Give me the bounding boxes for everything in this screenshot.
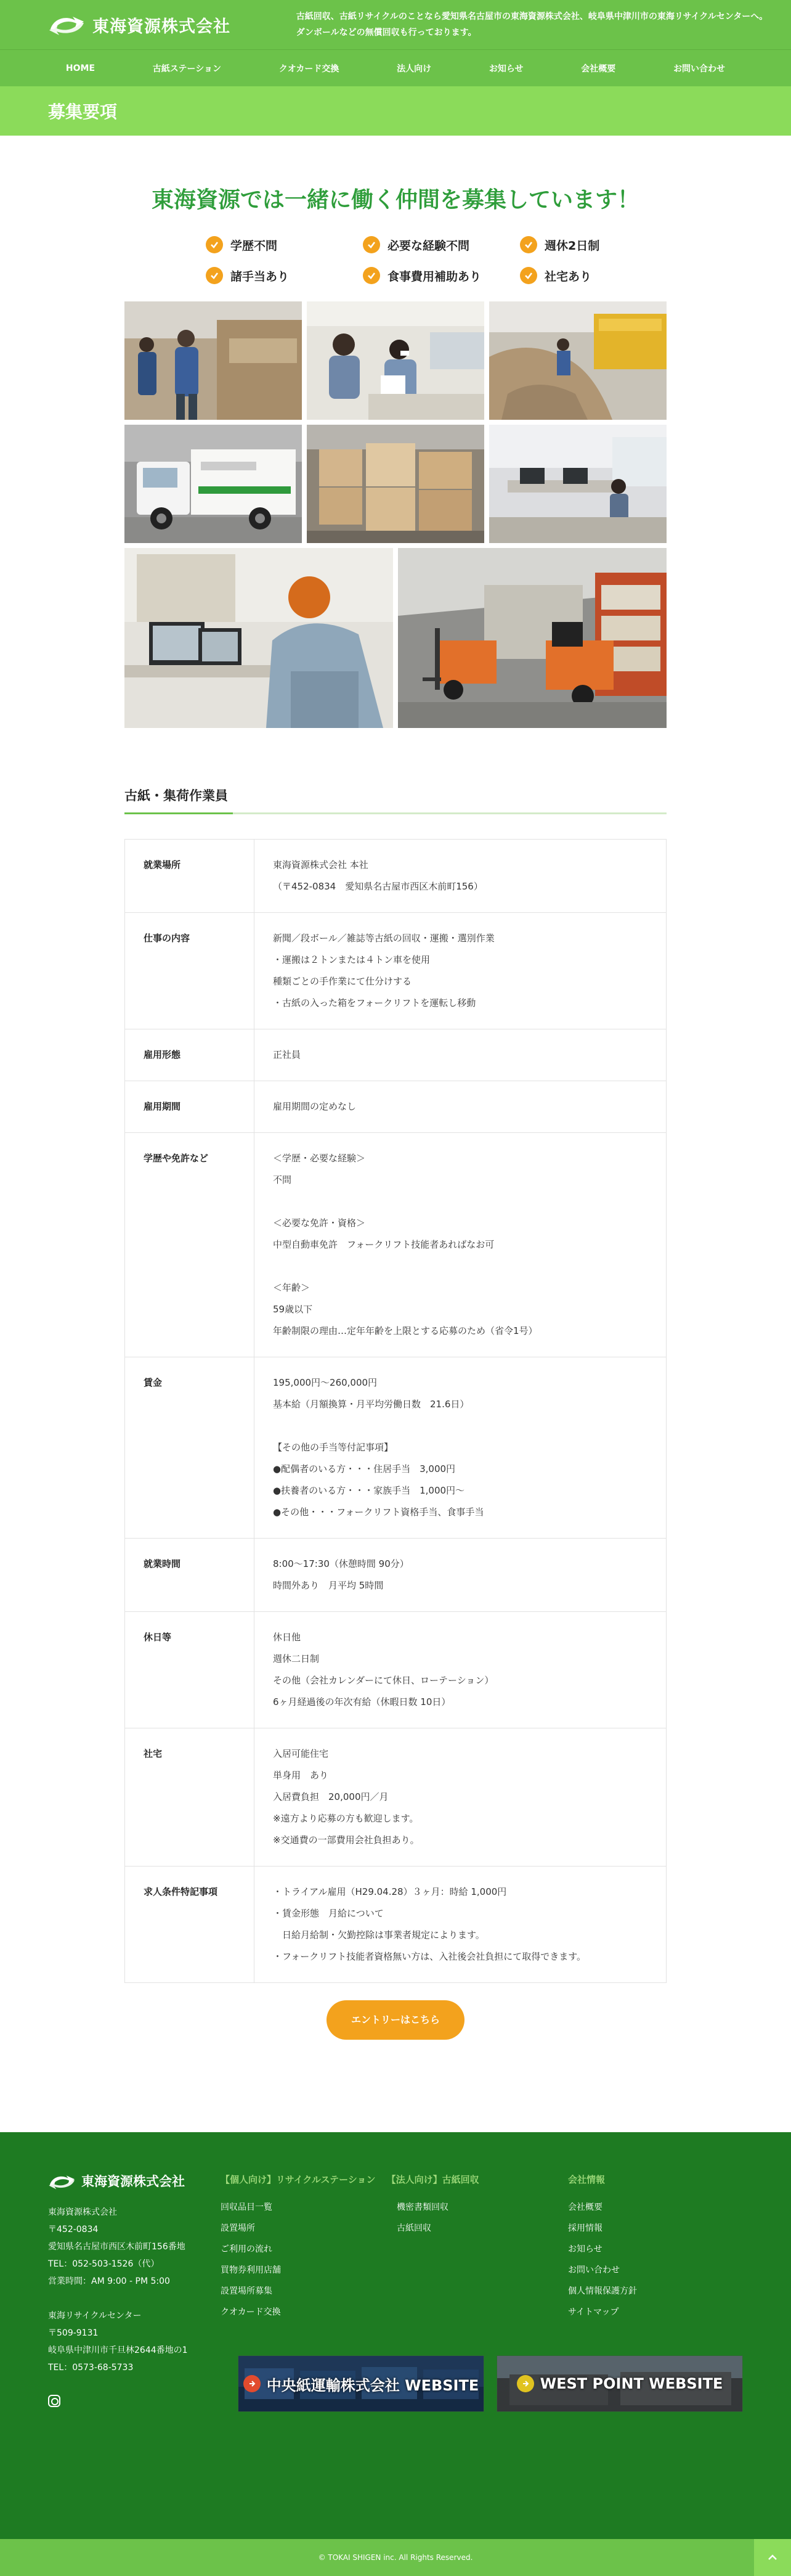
row-value-line: ●配偶者のいる方・・・住居手当 3,000円: [273, 1463, 456, 1474]
row-value: [254, 1612, 667, 1728]
row-value-line: 中型自動車免許 フォークリフト技能者あればなお可: [273, 1239, 495, 1250]
nav-paper-station[interactable]: 古紙ステーション: [152, 63, 221, 74]
feature-item: [520, 267, 612, 284]
row-value: [254, 913, 667, 1029]
row-value-line: ・トライアル雇用（H29.04.28）３ヶ月：時給 1,000円: [273, 1886, 507, 1897]
row-label: 就業時間: [125, 1539, 254, 1612]
row-value-line: 新聞／段ボール／雑誌等古紙の回収・運搬・選別作業: [273, 933, 495, 944]
feature-label: 学歴不問: [230, 239, 278, 253]
footer-link[interactable]: クオカード交換: [221, 2307, 281, 2317]
footer-link[interactable]: 回収品目一覧: [221, 2202, 272, 2212]
banner-label: 中央紙運輸株式会社 WEBSITE: [266, 2376, 479, 2394]
feature-label: 食事費用補助あり: [387, 269, 482, 284]
row-value-line: ●その他・・・フォークリフト資格手当、食事手当: [273, 1507, 484, 1518]
site-logo[interactable]: [48, 13, 240, 37]
row-value-line: 休日他: [273, 1632, 301, 1643]
table-row: [125, 840, 667, 913]
footer-corporate-links: [397, 2197, 448, 2323]
site-footer: [0, 2132, 791, 2576]
photo-collection-truck: [124, 425, 302, 543]
feature-label: 社宅あり: [545, 269, 592, 284]
row-value-line: ※交通費の一部費用会社負担あり。: [273, 1834, 420, 1846]
row-value-line: ・運搬は２トンまたは４トン車を使用: [273, 954, 431, 965]
footer-link[interactable]: お問い合わせ: [568, 2265, 620, 2275]
photo-office-desks: [489, 425, 667, 543]
footer-line: 東海資源株式会社: [48, 2207, 117, 2217]
feature-label: 週休2日制: [545, 239, 600, 253]
row-label: 雇用形態: [125, 1029, 254, 1081]
footer-line: 〒452-0834: [48, 2225, 99, 2235]
row-value-line: [273, 1256, 666, 1277]
row-value: [254, 1728, 667, 1867]
photo-worker-at-computer: [124, 548, 393, 728]
arrow-right-icon: [243, 2375, 261, 2392]
footer-corporate-heading: 【法人向け】古紙回収: [386, 2174, 479, 2185]
row-value: [254, 1867, 667, 1983]
recycle-logo-icon: [48, 2173, 76, 2190]
row-value: [254, 1539, 667, 1612]
footer-logo[interactable]: [48, 2173, 221, 2190]
row-value-line: ・古紙の入った箱をフォークリフトを運転し移動: [273, 997, 476, 1008]
footer-link[interactable]: 採用情報: [568, 2223, 602, 2233]
feature-item: [363, 267, 520, 284]
recruit-catchphrase: 東海資源では一緒に働く仲間を募集しています！: [151, 187, 639, 213]
row-value-line: 6ヶ月経過後の年次有給（休暇日数 10日）: [273, 1696, 451, 1707]
photo-forklift-warehouse: [398, 548, 667, 728]
row-value: [254, 1081, 667, 1133]
footer-line: 岐阜県中津川市千旦林2644番地の1: [48, 2345, 188, 2355]
row-label: 仕事の内容: [125, 913, 254, 1029]
footer-info-heading: 会社情報: [568, 2174, 606, 2185]
footer-link[interactable]: サイトマップ: [568, 2307, 619, 2317]
job-requirements-table: [124, 839, 667, 1983]
global-nav: [0, 49, 791, 86]
table-row: [125, 913, 667, 1029]
photo-paper-sorting: [489, 301, 667, 420]
nav-quo-card[interactable]: クオカード交換: [278, 63, 339, 74]
check-icon: [363, 267, 380, 284]
footer-line: 〒509-9131: [48, 2328, 99, 2338]
row-value-line: 基本給（月額換算・月平均労働日数 21.6日）: [273, 1399, 469, 1410]
row-value: [254, 840, 667, 913]
row-label: 休日等: [125, 1612, 254, 1728]
footer-company-name: 東海資源株式会社: [81, 2174, 185, 2189]
row-label: 就業場所: [125, 840, 254, 913]
header-description: 古紙回収、古紙リサイクルのことなら愛知県名古屋市の東海資源株式会社、岐阜県中津川市の東海リサイクルセンターへ。ダンボールなどの無償回収も行っております。: [296, 12, 768, 38]
row-value-line: ・フォークリフト技能者資格無い方は、入社後会社負担にて取得できます。: [273, 1951, 586, 1962]
footer-link[interactable]: 古紙回収: [397, 2223, 431, 2233]
site-header: [0, 0, 791, 49]
row-value-line: ＜必要な免許・資格＞: [273, 1217, 366, 1229]
row-value-line: 正社員: [273, 1049, 301, 1060]
photo-paper-bales: [307, 425, 484, 543]
row-value-line: [273, 1191, 666, 1212]
row-value-line: その他（会社カレンダーにて休日、ローテーション）: [273, 1675, 494, 1686]
table-row: [125, 1612, 667, 1728]
row-value: [254, 1357, 667, 1539]
feature-list: [192, 236, 599, 284]
row-value-line: 時間外あり 月平均 5時間: [273, 1580, 384, 1591]
row-value-line: 日給月給制・欠勤控除は事業者規定によります。: [273, 1929, 485, 1940]
check-icon: [520, 267, 537, 284]
row-value-line: [273, 1415, 666, 1437]
check-icon: [206, 236, 223, 253]
back-to-top-button[interactable]: [754, 2539, 791, 2576]
nav-company[interactable]: 会社概要: [581, 63, 616, 74]
footer-link[interactable]: 設置場所募集: [221, 2286, 272, 2296]
chuo-shiun-banner[interactable]: [238, 2355, 484, 2412]
row-value-line: 【その他の手当等付記事項】: [273, 1442, 394, 1453]
feature-item: [520, 236, 612, 253]
table-row: [125, 1081, 667, 1133]
west-point-banner[interactable]: [497, 2355, 743, 2412]
main-content: [124, 136, 667, 2040]
row-label: 学歴や免許など: [125, 1133, 254, 1357]
page-title-banner: [0, 86, 791, 136]
row-label: 求人条件特記事項: [125, 1867, 254, 1983]
nav-corporate[interactable]: 法人向け: [397, 63, 432, 74]
row-label: 雇用期間: [125, 1081, 254, 1133]
row-value-line: 入居費負担 20,000円／月: [273, 1791, 389, 1802]
table-row: [125, 1029, 667, 1081]
footer-link[interactable]: お知らせ: [568, 2244, 602, 2254]
row-value-line: 単身用 あり: [273, 1770, 329, 1781]
footer-link[interactable]: 設置場所: [221, 2223, 255, 2233]
photo-worker-explaining: [124, 301, 302, 420]
row-value-line: 種類ごとの手作業にて仕分けする: [273, 976, 412, 987]
photo-office-workers: [307, 301, 484, 420]
row-value-line: ＜学歴・必要な経験＞: [273, 1153, 366, 1164]
row-value-line: 年齢制限の理由…定年年齢を上限とする応募のため（省令1号）: [273, 1325, 538, 1336]
row-value-line: 東海資源株式会社 本社: [273, 859, 368, 870]
nav-home[interactable]: HOME: [65, 63, 95, 73]
arrow-right-icon: [517, 2375, 534, 2392]
table-row: [125, 1357, 667, 1539]
feature-label: 諸手当あり: [230, 269, 290, 284]
page-title: 募集要項: [48, 102, 118, 122]
footer-line: 営業時間：AM 9:00 - PM 5:00: [48, 2276, 170, 2286]
check-icon: [206, 267, 223, 284]
row-value-line: ・賃金形態 月給について: [273, 1908, 384, 1919]
row-value-line: ●扶養者のいる方・・・家族手当 1,000円〜: [273, 1485, 465, 1496]
footer-personal-links: [221, 2197, 397, 2323]
row-value-line: 雇用期間の定めなし: [273, 1101, 357, 1112]
feature-item: [206, 267, 363, 284]
footer-link[interactable]: 個人情報保護方針: [568, 2286, 637, 2296]
footer-line: TEL：052-503-1526（代）: [48, 2259, 160, 2269]
row-value-line: （〒452-0834 愛知県名古屋市西区木前町156）: [273, 881, 483, 892]
check-icon: [363, 236, 380, 253]
row-value-line: ＜年齢＞: [273, 1282, 310, 1293]
table-row: [125, 1133, 667, 1357]
copyright: © TOKAI SHIGEN inc. All Rights Reserved.: [0, 2539, 791, 2576]
feature-item: [206, 236, 363, 253]
workplace-photo-gallery: [124, 301, 667, 728]
chevron-up-icon: [767, 2552, 778, 2563]
row-label: 賃金: [125, 1357, 254, 1539]
feature-label: 必要な経験不問: [387, 239, 470, 253]
footer-personal-heading: 【個人向け】リサイクルステーション: [221, 2174, 376, 2185]
row-value-line: 195,000円〜260,000円: [273, 1377, 378, 1388]
footer-link[interactable]: 機密書類回収: [397, 2202, 448, 2212]
table-row: [125, 1539, 667, 1612]
check-icon: [520, 236, 537, 253]
footer-link[interactable]: ご利用の流れ: [221, 2244, 272, 2254]
job-section-title: 古紙・集荷作業員: [124, 786, 667, 814]
footer-line: 愛知県名古屋市西区木前町156番地: [48, 2242, 185, 2252]
footer-company-info: [48, 2173, 221, 2407]
footer-link[interactable]: 買物券利用店舗: [221, 2265, 281, 2275]
instagram-icon[interactable]: [48, 2395, 60, 2407]
row-value-line: 入居可能住宅: [273, 1748, 329, 1759]
footer-link[interactable]: 会社概要: [568, 2202, 602, 2212]
row-value: [254, 1029, 667, 1081]
row-value-line: 不問: [273, 1174, 292, 1185]
nav-news[interactable]: お知らせ: [489, 63, 524, 74]
table-row: [125, 1728, 667, 1867]
row-value-line: 週休二日制: [273, 1653, 320, 1664]
nav-contact[interactable]: お問い合わせ: [673, 63, 726, 74]
row-value-line: ※遠方より応募の方も歓迎します。: [273, 1813, 419, 1824]
row-label: 社宅: [125, 1728, 254, 1867]
recycle-logo-icon: [48, 14, 86, 35]
footer-line: TEL：0573-68-5733: [48, 2363, 134, 2373]
footer-line: 東海リサイクルセンター: [48, 2311, 142, 2321]
entry-button[interactable]: エントリーはこちら: [327, 2000, 464, 2040]
banner-label: WEST POINT WEBSITE: [540, 2375, 723, 2392]
row-value: [254, 1133, 667, 1357]
table-row: [125, 1867, 667, 1983]
company-name: 東海資源株式会社: [92, 17, 230, 36]
row-value-line: 59歳以下: [273, 1304, 313, 1315]
row-value-line: 8:00〜17:30（休憩時間 90分）: [273, 1558, 409, 1569]
feature-item: [363, 236, 520, 253]
